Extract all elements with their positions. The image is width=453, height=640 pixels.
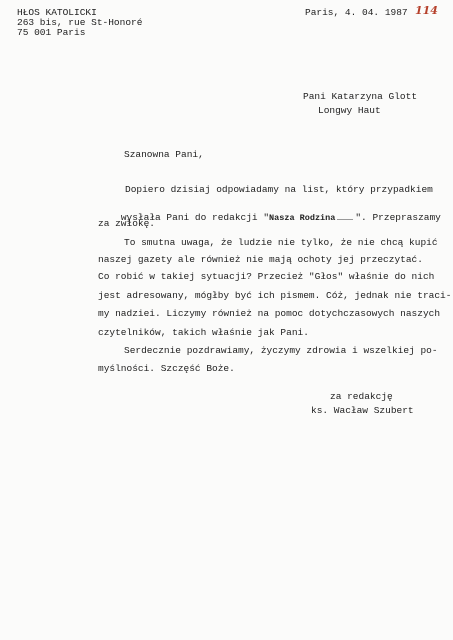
body-line: Co robić w takiej sytuacji? Przecież "Głos" właśnie do nich — [98, 271, 435, 282]
recipient-name: Pani Katarzyna Glott — [303, 91, 418, 102]
body-line: naszej gazety ale również nie mają ochoty jej przeczytać. — [98, 254, 423, 265]
signature-name: ks. Wacław Szubert — [311, 405, 414, 416]
sender-line-2: 263 bis, rue St-Honoré — [17, 17, 143, 28]
newspaper-title: Nasza Rodzina — [269, 213, 336, 223]
salutation: Szanowna Pani, — [124, 149, 204, 160]
body-text — [337, 212, 353, 220]
signature-line-1: za redakcję — [330, 391, 393, 402]
body-line: Serdecznie pozdrawiamy, życzymy zdrowia i wszelkiej po- — [124, 345, 438, 356]
body-line: To smutna uwaga, że ludzie nie tylko, że nie chcą kupić — [124, 237, 438, 248]
body-line: czytelników, takich właśnie jak Pani. — [98, 327, 309, 338]
body-text: wysłała Pani do redakcji " — [120, 212, 270, 223]
sender-line-1: HŁOS KATOLICKI — [17, 7, 97, 18]
body-line: my nadziei. Liczymy również na pomoc dotychczasowych naszych — [98, 308, 441, 319]
sender-line-3: 75 001 Paris — [17, 27, 86, 38]
body-line: myślności. Szczęść Boże. — [98, 363, 235, 374]
recipient-location: Longwy Haut — [318, 105, 381, 116]
place-date: Paris, 4. 04. 1987 — [305, 7, 408, 18]
body-line: jest adresowany, mógłby być ich pismem. Cóż, jednak nie traci- — [98, 290, 452, 301]
handwritten-page-number: 114 — [415, 4, 438, 17]
body-line: za zwłokę. — [98, 218, 156, 229]
body-line: Dopiero dzisiaj odpowiadamy na list, który przypadkiem — [125, 184, 433, 195]
body-text: ". Przepraszamy — [355, 212, 441, 223]
